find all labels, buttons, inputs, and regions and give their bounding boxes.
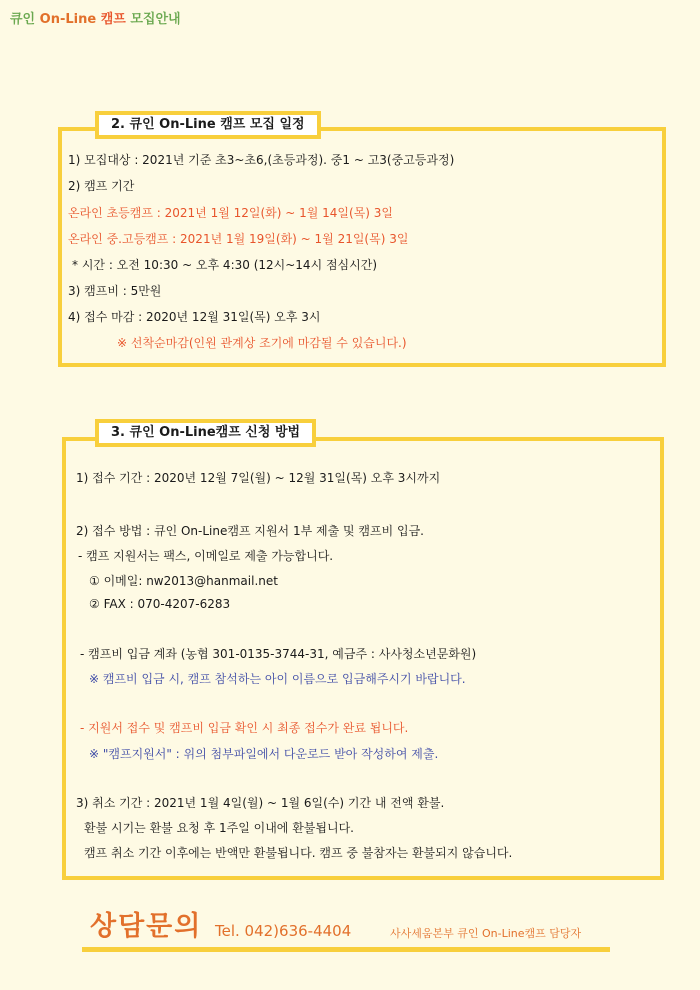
completion-notice: - 지원서 접수 및 캠프비 입금 확인 시 최종 접수가 완료 됩니다. <box>80 721 409 735</box>
bank-account-line: - 캠프비 입금 계좌 (농협 301-0135-3744-31, 예금주 : 사사청소년문화원) <box>80 647 477 661</box>
email-line: ① 이메일: nw2013@hanmail.net <box>89 574 278 588</box>
contact-phone: Tel. 042)636-4404 <box>215 922 352 940</box>
header-online: On-Line <box>39 12 97 27</box>
refund-policy-line: 캠프 취소 기간 이후에는 반액만 환불됩니다. 캠프 중 불참자는 환불되지 않습니다. <box>84 846 513 860</box>
first-come-notice: ※ 선착순마감(인원 관계상 조기에 마감될 수 있습니다.) <box>117 336 407 350</box>
middle-high-camp-line: 온라인 중.고등캠프 : 2021년 1월 19일(화) ~ 1월 21일(목) 3일 <box>68 232 409 246</box>
target-line: 1) 모집대상 : 2021년 기준 초3~초6,(초등과정). 중1 ~ 고3(중고등과정) <box>68 153 455 167</box>
submission-method-line: - 캠프 지원서는 팩스, 이메일로 제출 가능합니다. <box>78 549 334 563</box>
camp-fee-line: 3) 캠프비 : 5만원 <box>68 284 162 298</box>
elementary-camp-line: 온라인 초등캠프 : 2021년 1월 12일(화) ~ 1월 14일(목) 3일 <box>68 206 394 220</box>
footer-underline <box>82 947 610 952</box>
application-method-line: 2) 접수 방법 : 큐인 On-Line캠프 지원서 1부 제출 및 캠프비 입금. <box>76 524 424 538</box>
camp-period-line: 2) 캠프 기간 <box>68 179 135 193</box>
deadline-line: 4) 접수 마감 : 2020년 12월 31일(목) 오후 3시 <box>68 310 321 324</box>
application-period-line: 1) 접수 기간 : 2020년 12월 7일(월) ~ 12월 31일(목) 오후 3시까지 <box>76 471 441 485</box>
contact-department: 사사세움본부 큐인 On-Line캠프 담당자 <box>390 927 582 940</box>
refund-timing-line: 환불 시기는 환불 요청 후 1주일 이내에 환불됩니다. <box>84 821 354 835</box>
form-download-notice: ※ "캠프지원서" : 위의 첨부파일에서 다운로드 받아 작성하여 제출. <box>89 747 439 761</box>
fax-line: ② FAX : 070-4207-6283 <box>89 597 231 611</box>
header-recruit-notice: 모집안내 <box>130 12 181 27</box>
header-brand: 큐인 <box>10 12 36 27</box>
contact-title: 상담문의 <box>90 911 203 942</box>
recruit-schedule-title: 2. 큐인 On-Line 캠프 모집 일정 <box>95 111 321 139</box>
time-line: * 시간 : 오전 10:30 ~ 오후 4:30 (12시~14시 점심시간) <box>72 258 378 272</box>
application-method-title: 3. 큐인 On-Line캠프 신청 방법 <box>95 419 316 447</box>
cancellation-period-line: 3) 취소 기간 : 2021년 1월 4일(월) ~ 1월 6일(수) 기간 내 전액 환불. <box>76 796 445 810</box>
page-header <box>10 8 181 27</box>
deposit-name-notice: ※ 캠프비 입금 시, 캠프 참석하는 아이 이름으로 입금해주시기 바랍니다. <box>89 672 466 686</box>
header-camp: 캠프 <box>100 12 126 27</box>
